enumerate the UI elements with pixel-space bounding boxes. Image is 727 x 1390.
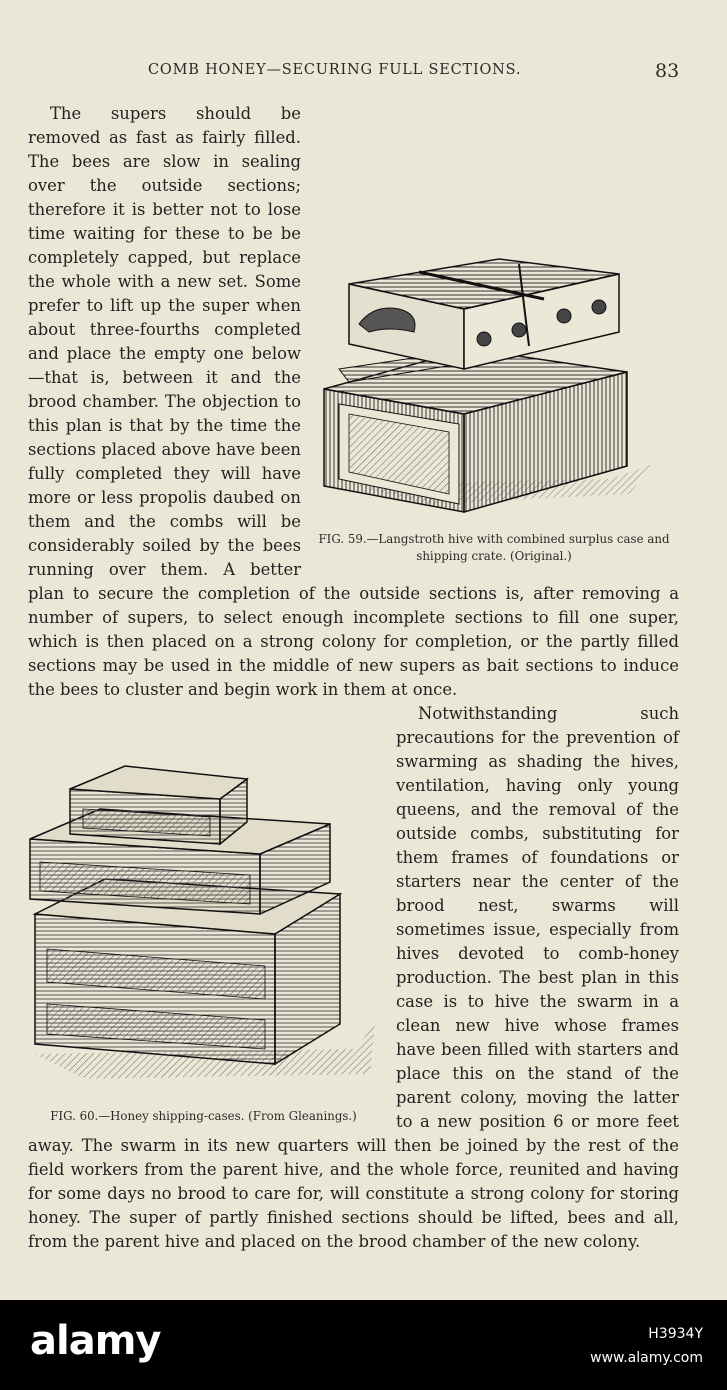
stock-image-id: H3934Y: [648, 1326, 703, 1342]
paragraph-1: The supers should be removed as fast as fairly filled. The bees are slow in sealing over the outside sections; therefore it is better not to lose time waiting for these to be be completely capped, but replace the whole with a new set. Some prefer to lift up the super when about three-fourths completed and place the empty one below—that is, between it and the brood chamber. The objection to this plan is that by the time the sections placed above have been fully completed they will have more or less propolis daubed on them and the combs will be considerably soiled by the bees running over them. A better plan to secure the completion of the outside sections is, after removing a number of supers, to select enough incomplete sections to fill one super, which is then placed on a strong colony for completion, or the partly filled sections may be used in the middle of new supers as bait sections to induce the bees to cluster and begin work in them at once.: [28, 104, 679, 699]
paragraph-2: Notwithstanding such precautions for the prevention of swarming as shading the hives, ventilation, having only young queens, and the removal of the outside combs, substituting for them frames of foundations or starters near the center of the brood nest, swarms will sometimes issue, especially from hives devoted to comb-honey production. The best plan in this case is to hive the swarm in a clean new hive whose frames have been filled with starters and place this on the stand of the parent colony, moving the latter to a new position 6 or more feet away. The swarm in its new quarters will then be joined by the rest of the field workers from the parent hive, and the whole force, reunited and having for some days no brood to care for, will constitute a strong colony for storing honey. The super of partly finished sections should be lifted, bees and all, from the parent hive and placed on the brood chamber of the new colony.: [28, 704, 679, 1251]
page-number: 83: [655, 60, 680, 82]
figure-60: [25, 754, 382, 1132]
running-head: COMB HONEY—SECURING FULL SECTIONS.: [148, 62, 522, 78]
figure-60-caption: FIG. 60.—Honey shipping-cases. (From Gleanings.): [50, 1109, 357, 1123]
body-text: [28, 102, 679, 1254]
figure-59-caption: FIG. 59.—Langstroth hive with combined surplus case and shipping crate. (Original.): [318, 532, 670, 563]
stock-brand-logo: alamy: [30, 1318, 161, 1364]
shipping-cases-illustration: [25, 754, 382, 1099]
hive-illustration: [309, 254, 669, 529]
figure-59: [309, 254, 689, 566]
page-header: [0, 60, 727, 90]
stock-url: www.alamy.com: [590, 1350, 703, 1366]
